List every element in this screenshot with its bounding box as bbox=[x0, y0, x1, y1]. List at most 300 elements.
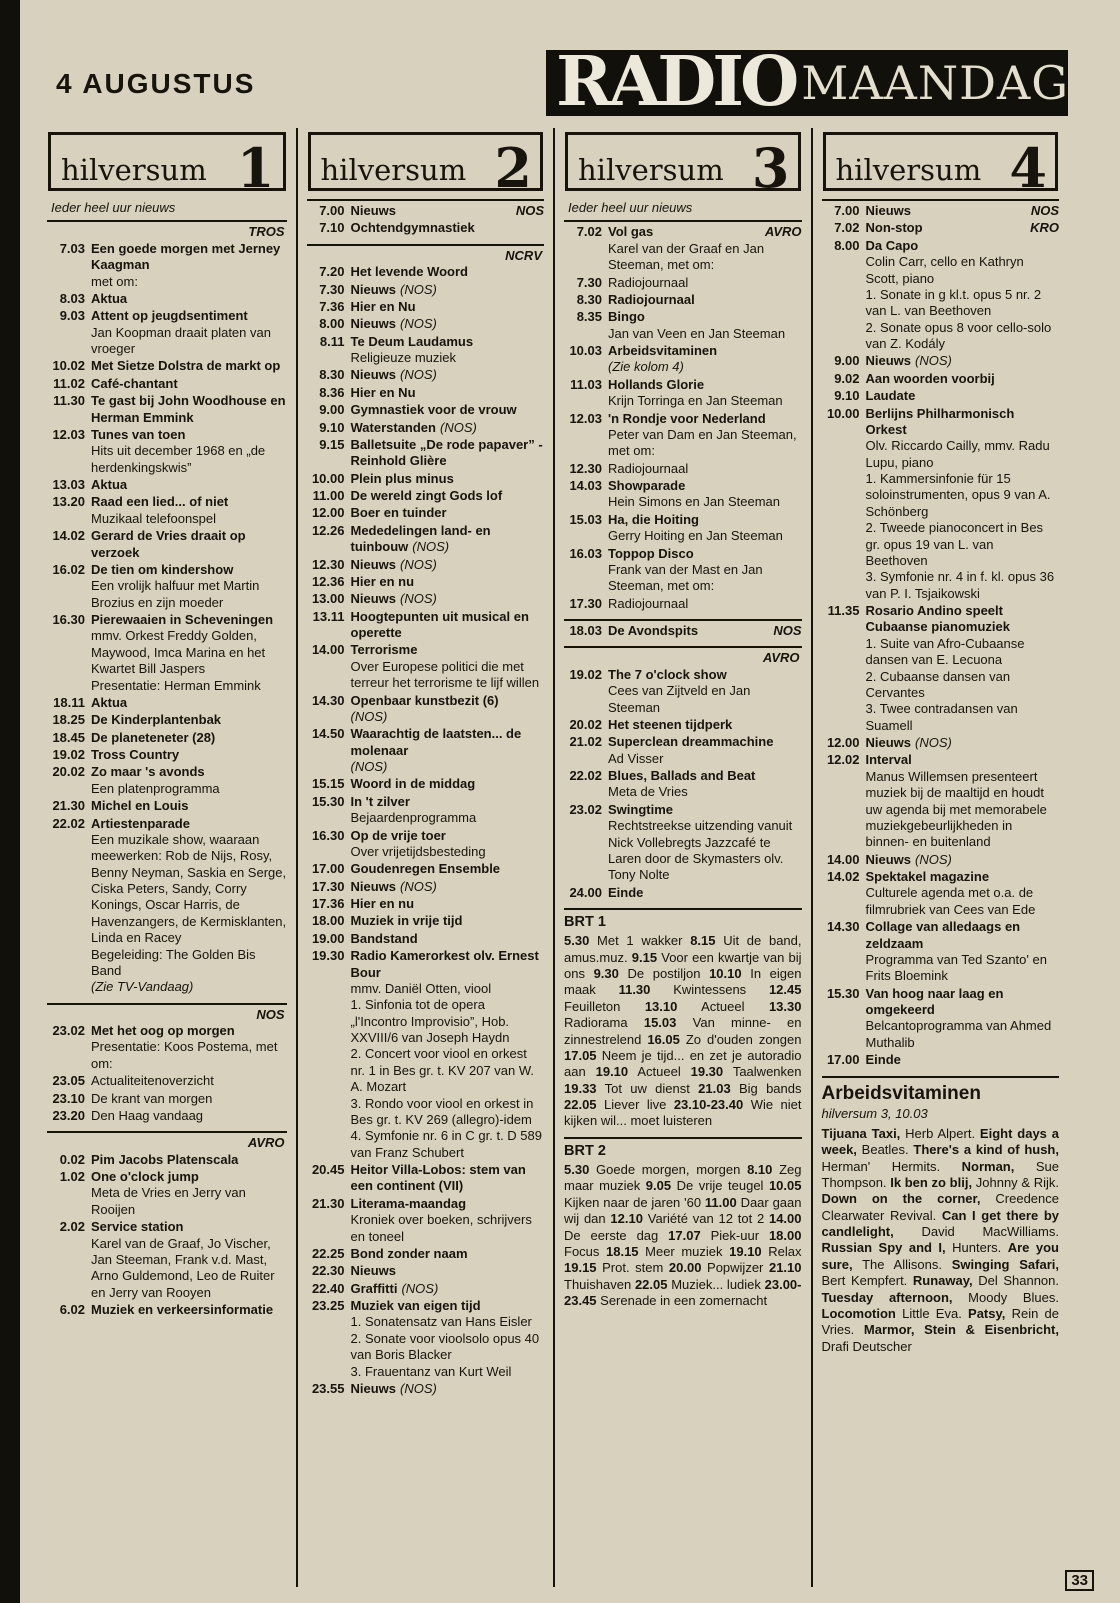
program-title: De planeteneter (28) bbox=[91, 729, 216, 745]
program-time: 14.02 bbox=[826, 869, 860, 884]
program-body bbox=[351, 367, 545, 383]
paragraph-segment: Creedence Clearwater Revival. bbox=[821, 1191, 1059, 1223]
program-title: Ha, die Hoiting bbox=[608, 511, 699, 527]
program-title: Radiojournaal bbox=[608, 274, 689, 290]
paragraph-segment: 13.30 bbox=[768, 998, 802, 1014]
program-title: Nieuws bbox=[350, 316, 397, 332]
program-item bbox=[307, 367, 545, 383]
program-item bbox=[307, 776, 545, 792]
network-label: TROS bbox=[248, 224, 285, 240]
program-body bbox=[866, 238, 1060, 353]
program-detail: (Zie TV-Vandaag) bbox=[91, 979, 194, 995]
paragraph-segment: 17.05 bbox=[564, 1047, 597, 1063]
paragraph-segment: Prot. stem bbox=[596, 1260, 669, 1276]
program-time: 16.03 bbox=[569, 545, 602, 561]
paragraph-segment: Big bands bbox=[730, 1080, 802, 1096]
program-title: Einde bbox=[608, 884, 644, 900]
program-time: 11.30 bbox=[53, 393, 85, 409]
program-item bbox=[307, 1381, 545, 1397]
program-body bbox=[91, 764, 287, 797]
program-time: 12.00 bbox=[826, 735, 860, 750]
paragraph-segment: 5.30 bbox=[564, 933, 590, 949]
program-detail: Presentatie: Koos Postema, met om: bbox=[91, 1039, 278, 1071]
program-body bbox=[91, 494, 287, 527]
program-time: 21.30 bbox=[311, 1195, 345, 1211]
program-item bbox=[47, 308, 287, 357]
program-item bbox=[47, 376, 287, 392]
program-body bbox=[866, 986, 1060, 1052]
program-time: 22.25 bbox=[311, 1245, 345, 1261]
station-column bbox=[553, 128, 811, 1587]
program-title: Een goede morgen met Jerney Kaagman bbox=[91, 240, 281, 273]
program-title: De tien om kindershow bbox=[91, 561, 234, 577]
program-detail: Een muzikale show, waaraan meewerken: Rob de Nijs, Rosy, Benny Neyman, Saskia en Serge, Ciska Peters, Sandy, Corry Konings, Oscar Harris, de Havenzangers, de Kermisklanten, Linda en Racey bbox=[91, 831, 287, 946]
program-body bbox=[91, 562, 287, 611]
program-body bbox=[351, 1162, 545, 1195]
program-time: 11.00 bbox=[312, 488, 345, 503]
program-item bbox=[564, 546, 802, 595]
program-title: Spektakel magazine bbox=[865, 869, 990, 884]
paragraph-segment: 16.05 bbox=[647, 1031, 680, 1047]
program-title: Den Haag vandaag bbox=[91, 1107, 204, 1123]
program-title: Pierewaaien in Scheveningen bbox=[91, 612, 274, 627]
program-body bbox=[608, 292, 802, 308]
program-item bbox=[564, 512, 802, 545]
program-body bbox=[91, 1302, 287, 1318]
program-title: Showparade bbox=[608, 478, 686, 493]
station-column bbox=[38, 128, 296, 1587]
program-body bbox=[351, 1196, 545, 1245]
program-item bbox=[307, 1196, 545, 1245]
paragraph-segment: 5.30 bbox=[564, 1162, 590, 1178]
program-body bbox=[608, 343, 802, 376]
program-body bbox=[91, 695, 287, 711]
program-time: 7.20 bbox=[319, 264, 345, 280]
paragraph-segment: Russian Spy and I, bbox=[821, 1240, 946, 1256]
paragraph-segment: Can I get there by candlelight, bbox=[821, 1207, 1059, 1240]
program-title: Op de vrije toer bbox=[350, 827, 446, 843]
program-title: The 7 o'clock show bbox=[608, 666, 727, 682]
program-item bbox=[307, 505, 545, 521]
station-name: hilversum bbox=[578, 153, 724, 187]
program-detail: 1. Sonate in g kl.t. opus 5 nr. 2 van L. van Beethoven bbox=[865, 286, 1042, 319]
program-item bbox=[47, 477, 287, 493]
program-title: Attent op jeugdsentiment bbox=[91, 308, 248, 324]
program-item bbox=[47, 1169, 287, 1218]
program-item bbox=[822, 203, 1060, 219]
program-item bbox=[564, 478, 802, 511]
paragraph-segment: Serenade in een zomernacht bbox=[596, 1293, 768, 1309]
program-detail: mmv. Orkest Freddy Golden, Maywood, Imca Marina en het Kwartet Bill Jaspers bbox=[91, 628, 266, 677]
paragraph-segment: Met 1 wakker bbox=[589, 933, 691, 949]
paragraph-segment: Bert Kempfert. bbox=[821, 1273, 913, 1289]
program-detail: Culturele agenda met o.a. de filmrubriek van Cees van Ede bbox=[865, 885, 1036, 917]
program-time: 11.02 bbox=[53, 375, 85, 391]
program-item bbox=[822, 220, 1060, 236]
program-title: Bingo bbox=[608, 309, 645, 325]
program-time: 21.02 bbox=[569, 734, 602, 750]
program-time: 7.10 bbox=[319, 220, 345, 236]
program-title: Tross Country bbox=[91, 747, 180, 762]
program-detail: Cees van Zijtveld en Jan Steeman bbox=[608, 683, 751, 715]
program-item bbox=[47, 1023, 287, 1072]
program-body bbox=[351, 1298, 545, 1380]
program-time: 12.30 bbox=[569, 460, 602, 476]
program-item bbox=[47, 730, 287, 746]
paragraph-segment: Zo d'ouden zongen bbox=[679, 1031, 802, 1047]
program-time: 8.00 bbox=[834, 237, 860, 253]
station-header bbox=[565, 132, 801, 200]
paragraph-segment: Actueel bbox=[628, 1064, 691, 1080]
paragraph-segment: Norman, bbox=[961, 1158, 1015, 1174]
station-name: hilversum bbox=[835, 153, 982, 187]
program-item bbox=[307, 385, 545, 401]
program-body bbox=[351, 220, 545, 236]
program-item bbox=[47, 241, 287, 290]
program-item bbox=[307, 609, 545, 642]
program-item bbox=[822, 1052, 1060, 1068]
program-body bbox=[608, 802, 802, 884]
program-body bbox=[866, 735, 1060, 751]
program-title: Nieuws bbox=[350, 591, 397, 607]
program-detail: Hits uit december 1968 en „de herdenkingskwis” bbox=[91, 443, 266, 475]
program-item bbox=[564, 768, 802, 801]
paragraph-segment: 10.10 bbox=[709, 966, 742, 982]
program-item bbox=[307, 1298, 545, 1380]
program-detail: 3. Rondo voor viool en orkest in Bes gr. t. KV 269 (allegro)-idem bbox=[350, 1095, 534, 1127]
paragraph-segment: Popwijzer bbox=[701, 1260, 769, 1276]
program-detail: Frank van der Mast en Jan Steeman, met om: bbox=[608, 561, 763, 594]
program-detail: 2. Tweede pianoconcert in Bes gr. opus 19 van L. van Beethoven bbox=[865, 520, 1044, 568]
paragraph-segment: Herman' Hermits. bbox=[821, 1158, 962, 1174]
program-body bbox=[351, 591, 545, 607]
program-body bbox=[351, 1246, 545, 1262]
paragraph-segment: 19.10 bbox=[595, 1064, 629, 1080]
program-body bbox=[866, 603, 1060, 734]
program-body bbox=[351, 726, 545, 775]
program-title: Nieuws bbox=[350, 878, 397, 894]
program-title: Einde bbox=[865, 1052, 901, 1068]
paragraph-segment: There's a kind of hush, bbox=[913, 1142, 1059, 1158]
program-title: Nieuws bbox=[865, 203, 912, 218]
program-item bbox=[564, 309, 802, 342]
divider bbox=[564, 220, 802, 222]
program-body bbox=[351, 437, 545, 470]
program-item bbox=[564, 461, 802, 477]
program-item bbox=[307, 1281, 545, 1297]
program-item bbox=[47, 764, 287, 797]
program-item bbox=[307, 471, 545, 487]
program-time: 18.25 bbox=[52, 712, 85, 728]
program-item bbox=[822, 371, 1060, 387]
paragraph-segment: Ik ben zo blij, bbox=[890, 1174, 973, 1190]
program-time: 10.03 bbox=[569, 343, 602, 358]
program-title: One o'clock jump bbox=[91, 1169, 199, 1184]
program-item bbox=[822, 919, 1060, 985]
program-item bbox=[47, 816, 287, 996]
program-time: 22.40 bbox=[311, 1280, 345, 1296]
program-item bbox=[564, 411, 802, 460]
program-item bbox=[307, 282, 545, 298]
program-time: 17.36 bbox=[311, 896, 345, 911]
program-body bbox=[351, 931, 545, 947]
program-title: Arbeidsvitaminen bbox=[608, 343, 718, 358]
program-title: Literama-maandag bbox=[350, 1195, 467, 1211]
program-title: Toppop Disco bbox=[608, 545, 694, 561]
program-time: 9.03 bbox=[59, 308, 85, 324]
program-title: Ochtendgymnastiek bbox=[350, 220, 475, 236]
program-title: Superclean dreammachine bbox=[608, 734, 774, 750]
program-title: Met Sietze Dolstra de markt op bbox=[91, 358, 281, 374]
program-time: 24.00 bbox=[569, 884, 602, 900]
program-time: 23.10 bbox=[52, 1090, 85, 1106]
program-title: De Kinderplantenbak bbox=[91, 712, 222, 728]
program-item bbox=[307, 402, 545, 418]
station-header bbox=[308, 132, 544, 200]
program-item bbox=[564, 734, 802, 767]
program-detail: 1. Sonatensatz van Hans Eisler bbox=[350, 1314, 532, 1330]
program-title: Hier en nu bbox=[350, 896, 415, 911]
program-detail: 3. Frauentanz van Kurt Weil bbox=[350, 1363, 512, 1379]
paragraph-segment: 20.00 bbox=[668, 1260, 702, 1276]
station-header bbox=[823, 132, 1059, 200]
program-title: Café-chantant bbox=[91, 375, 178, 391]
program-body bbox=[866, 388, 1060, 404]
program-body bbox=[351, 642, 545, 691]
program-title: Radiojournaal bbox=[608, 595, 689, 611]
program-detail: (NOS) bbox=[350, 759, 388, 774]
program-title: Nieuws bbox=[350, 281, 397, 297]
paragraph-segment: 13.10 bbox=[644, 998, 678, 1014]
program-time: 19.00 bbox=[311, 930, 345, 946]
paragraph-segment: Taalwenken bbox=[723, 1064, 802, 1080]
program-body bbox=[351, 471, 545, 487]
program-body bbox=[91, 393, 287, 426]
divider bbox=[47, 220, 287, 222]
program-item bbox=[47, 747, 287, 763]
paragraph-segment: De vrije teugel bbox=[671, 1178, 769, 1194]
program-time: 9.00 bbox=[834, 353, 860, 369]
program-detail: Gerry Hoiting en Jan Steeman bbox=[608, 528, 783, 544]
paragraph-segment: Thuishaven bbox=[564, 1276, 635, 1292]
program-item bbox=[307, 861, 545, 877]
program-detail: Colin Carr, cello en Kathryn Scott, piano bbox=[865, 254, 1024, 286]
program-time: 17.30 bbox=[569, 595, 602, 611]
program-time: 8.03 bbox=[59, 290, 85, 306]
program-time: 14.00 bbox=[826, 851, 860, 867]
station-name: hilversum bbox=[320, 153, 467, 187]
divider bbox=[307, 244, 545, 246]
day-label: MAANDAG bbox=[801, 56, 1069, 110]
program-time: 12.03 bbox=[569, 410, 602, 426]
program-detail: 1. Suite van Afro-Cubaanse dansen van E. Lecuona bbox=[865, 635, 1025, 668]
program-title: Heitor Villa-Lobos: stem van een continent (VII) bbox=[350, 1162, 526, 1194]
network-tag: NOS bbox=[773, 623, 802, 638]
program-item bbox=[47, 612, 287, 694]
program-item bbox=[307, 334, 545, 367]
program-time: 23.05 bbox=[52, 1073, 85, 1089]
program-detail: 2. Sonate voor vioolsolo opus 40 van Boris Blacker bbox=[350, 1330, 540, 1363]
network-label: AVRO bbox=[247, 1135, 285, 1151]
paragraph-segment: 17.07 bbox=[668, 1227, 701, 1243]
program-suffix: (NOS) bbox=[400, 1380, 437, 1396]
program-title: Swingtime bbox=[608, 801, 674, 817]
paragraph-segment: Patsy, bbox=[968, 1305, 1006, 1321]
program-suffix: (NOS) bbox=[400, 367, 437, 383]
program-body bbox=[351, 693, 545, 726]
program-suffix: (NOS) bbox=[412, 539, 450, 555]
paragraph-segment: Neem je tijd... en zet je autoradio aan bbox=[564, 1047, 802, 1080]
program-body bbox=[351, 203, 545, 219]
program-detail: Meta de Vries bbox=[608, 784, 688, 800]
program-time: 7.00 bbox=[834, 203, 860, 218]
program-suffix: (NOS) bbox=[915, 851, 952, 867]
program-title: Hollands Glorie bbox=[608, 376, 705, 392]
program-body bbox=[91, 612, 287, 694]
program-detail: Rechtstreekse uitzending vanuit Nick Vollebregts Jazzcafé te Laren door de Skymasters olv. Tony Nolte bbox=[608, 818, 793, 883]
program-time: 14.00 bbox=[311, 642, 345, 658]
paragraph-segment: Variété van 12 tot 2 bbox=[642, 1211, 769, 1227]
program-detail: met om: bbox=[91, 273, 138, 289]
paragraph-segment: Tuesday afternoon, bbox=[821, 1289, 953, 1305]
paragraph-segment: 19.30 bbox=[690, 1064, 724, 1080]
program-detail: Begeleiding: The Golden Bis Band bbox=[91, 946, 256, 978]
program-detail: (Zie kolom 4) bbox=[608, 359, 684, 375]
program-item bbox=[47, 1091, 287, 1107]
program-time: 8.30 bbox=[319, 367, 345, 383]
program-item bbox=[307, 591, 545, 607]
program-time: 9.00 bbox=[319, 402, 345, 418]
station-column bbox=[296, 128, 554, 1587]
program-item bbox=[307, 264, 545, 280]
program-body bbox=[351, 523, 545, 556]
schedule-note: Ieder heel uur nieuws bbox=[568, 200, 693, 215]
program-item bbox=[307, 488, 545, 504]
program-detail: Peter van Dam en Jan Steeman, met om: bbox=[608, 426, 797, 459]
program-body bbox=[91, 798, 287, 814]
program-suffix: (NOS) bbox=[915, 353, 952, 369]
station-number: 1 bbox=[236, 135, 275, 200]
program-body bbox=[91, 1023, 287, 1072]
program-suffix: (NOS) bbox=[401, 1280, 439, 1296]
program-detail: Over Europese politici die met terreur het terrorisme te lijf willen bbox=[350, 658, 540, 691]
program-item bbox=[47, 695, 287, 711]
program-title: Tunes van toen bbox=[91, 426, 186, 442]
program-time: 14.30 bbox=[311, 692, 345, 708]
program-title: De Avondspits bbox=[608, 623, 699, 638]
paragraph-segment: Down on the corner, bbox=[821, 1191, 981, 1207]
program-item bbox=[307, 203, 545, 219]
program-time: 6.02 bbox=[59, 1302, 85, 1317]
paragraph-segment: Liever live bbox=[596, 1097, 674, 1113]
program-title: De krant van morgen bbox=[91, 1090, 213, 1106]
program-time: 7.02 bbox=[834, 220, 860, 236]
program-time: 8.36 bbox=[319, 384, 345, 400]
program-time: 22.30 bbox=[311, 1263, 345, 1279]
program-time: 2.02 bbox=[59, 1219, 85, 1235]
program-body bbox=[866, 406, 1060, 603]
program-item bbox=[47, 1219, 287, 1301]
program-body bbox=[608, 478, 802, 511]
program-time: 13.20 bbox=[52, 494, 85, 510]
program-time: 7.03 bbox=[59, 240, 85, 256]
paragraph-segment: David MacWilliams. bbox=[893, 1224, 1059, 1240]
paragraph-segment: 11.30 bbox=[618, 982, 651, 998]
program-detail: 2. Sonate opus 8 voor cello-solo van Z. Kodály bbox=[865, 319, 1052, 351]
paragraph-segment: 19.10 bbox=[729, 1243, 762, 1259]
program-item bbox=[47, 393, 287, 426]
paragraph-segment: 19.15 bbox=[564, 1260, 597, 1276]
program-body bbox=[351, 609, 545, 642]
program-detail: Een vrolijk halfuur met Martin Brozius en zijn moeder bbox=[91, 578, 260, 610]
program-time: 21.30 bbox=[52, 798, 85, 814]
program-title: Waterstanden bbox=[350, 419, 436, 435]
program-detail: Belcantoprogramma van Ahmed Muthalib bbox=[865, 1018, 1052, 1050]
paragraph-segment: Actueel bbox=[677, 998, 769, 1014]
program-time: 14.50 bbox=[311, 726, 345, 742]
program-title: Muziek van eigen tijd bbox=[350, 1298, 481, 1313]
program-body bbox=[91, 730, 287, 746]
program-item bbox=[307, 913, 545, 929]
program-detail: 1. Kammersinfonie für 15 soloinstrumenten, opus 9 van A. Schönberg bbox=[865, 471, 1051, 519]
program-body bbox=[866, 1052, 1060, 1068]
paragraph-segment: 8.15 bbox=[690, 933, 716, 949]
program-body bbox=[866, 919, 1060, 985]
network-label: NCRV bbox=[505, 247, 542, 263]
program-body bbox=[91, 1108, 287, 1124]
paragraph-segment: 14.00 bbox=[768, 1211, 802, 1227]
program-body bbox=[91, 1091, 287, 1107]
program-suffix: (NOS) bbox=[400, 556, 437, 572]
program-body bbox=[866, 220, 1060, 236]
program-title: Goudenregen Ensemble bbox=[350, 861, 501, 877]
program-body bbox=[608, 596, 802, 612]
program-body bbox=[608, 275, 802, 291]
program-time: 7.30 bbox=[576, 274, 602, 290]
program-body bbox=[608, 623, 802, 639]
program-title: Hier en Nu bbox=[350, 298, 416, 314]
program-time: 7.36 bbox=[319, 298, 345, 314]
program-time: 22.02 bbox=[569, 768, 602, 783]
program-time: 23.02 bbox=[52, 1023, 85, 1038]
program-title: Bond zonder naam bbox=[350, 1245, 468, 1261]
schedule-paragraph bbox=[564, 1162, 802, 1309]
program-time: 10.02 bbox=[52, 358, 85, 374]
paragraph-segment: Voor een kwartje van bij ons bbox=[564, 949, 802, 982]
paragraph-segment: Goede morgen, morgen bbox=[589, 1162, 748, 1178]
program-title: Nieuws bbox=[350, 1380, 397, 1396]
program-body bbox=[351, 948, 545, 1161]
program-time: 17.00 bbox=[311, 861, 345, 877]
program-body bbox=[91, 528, 287, 561]
network-label: NOS bbox=[256, 1006, 285, 1022]
program-body bbox=[91, 712, 287, 728]
program-title: Graffitti bbox=[350, 1280, 398, 1296]
program-item bbox=[564, 802, 802, 884]
program-title: Aan woorden voorbij bbox=[865, 370, 995, 386]
program-time: 15.30 bbox=[311, 793, 345, 809]
program-body bbox=[351, 861, 545, 877]
program-body bbox=[351, 385, 545, 401]
program-title: Aktua bbox=[91, 694, 128, 710]
paragraph-segment: Beatles. bbox=[856, 1142, 914, 1158]
program-title: Artiestenparade bbox=[91, 815, 190, 831]
program-item bbox=[822, 238, 1060, 353]
program-body bbox=[608, 734, 802, 767]
paragraph-segment: Piek-uur bbox=[700, 1227, 769, 1243]
program-title: Bandstand bbox=[350, 930, 418, 946]
program-time: 23.02 bbox=[569, 801, 602, 817]
